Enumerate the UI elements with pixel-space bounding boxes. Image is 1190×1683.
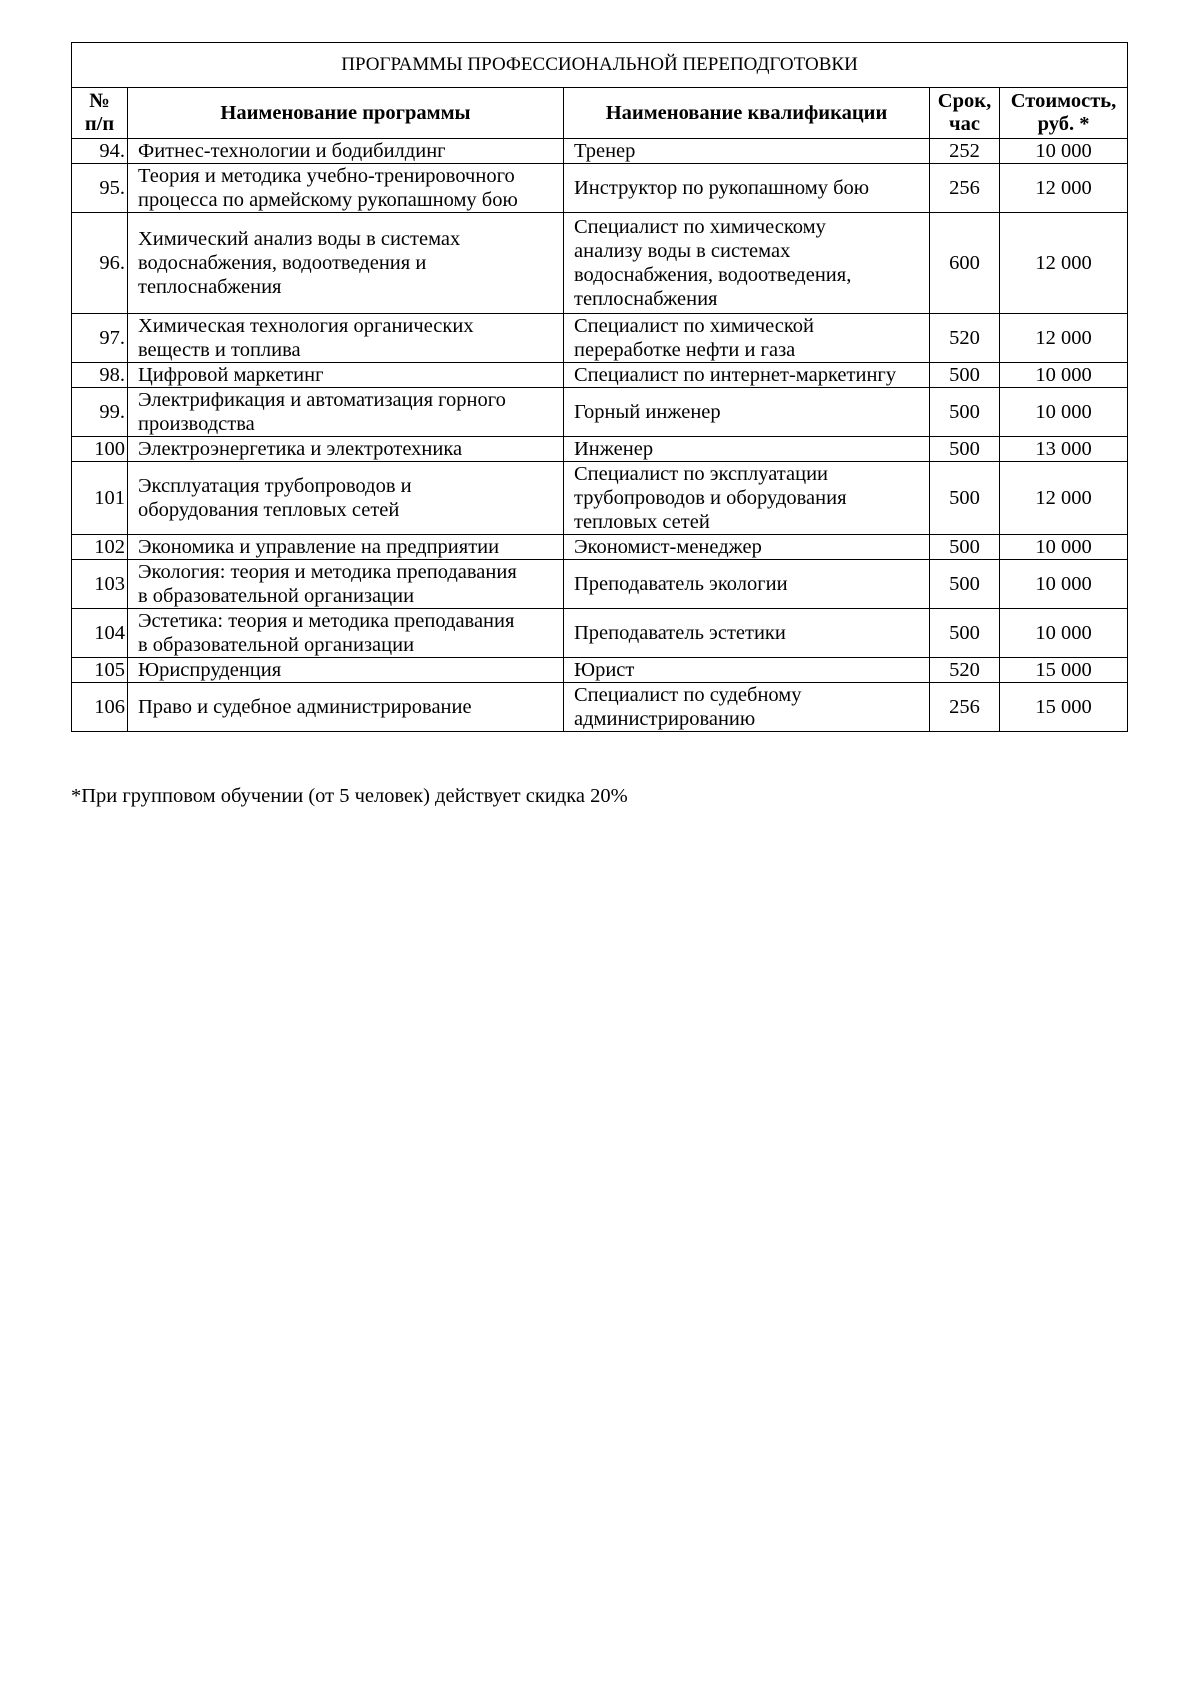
qualification-name: Специалист по интернет-маркетингу: [564, 363, 930, 388]
duration-hours: 500: [930, 535, 1000, 560]
table-title: ПРОГРАММЫ ПРОФЕССИОНАЛЬНОЙ ПЕРЕПОДГОТОВКИ: [72, 43, 1128, 88]
price-rub: 12 000: [1000, 213, 1128, 314]
table-row: [72, 139, 1128, 164]
table-row: [72, 388, 1128, 437]
table-body: [72, 139, 1128, 732]
row-number: 103: [72, 560, 128, 609]
program-name: Эксплуатация трубопроводов и оборудования тепловых сетей: [128, 462, 564, 535]
programs-table: [71, 42, 1128, 732]
header-program: Наименование программы: [128, 88, 564, 139]
qualification-name: Преподаватель экологии: [564, 560, 930, 609]
header-price: Стоимость, руб. *: [1000, 88, 1128, 139]
duration-hours: 500: [930, 462, 1000, 535]
price-rub: 10 000: [1000, 609, 1128, 658]
program-name: Химический анализ воды в системах водоснабжения, водоотведения и теплоснабжения: [128, 213, 564, 314]
qualification-name: Экономист-менеджер: [564, 535, 930, 560]
row-number: 102: [72, 535, 128, 560]
program-name: Юриспруденция: [128, 658, 564, 683]
header-hours: Срок, час: [930, 88, 1000, 139]
row-number: 95.: [72, 164, 128, 213]
header-qualification: Наименование квалификации: [564, 88, 930, 139]
row-number: 96.: [72, 213, 128, 314]
price-rub: 15 000: [1000, 683, 1128, 732]
program-name: Электрификация и автоматизация горного производства: [128, 388, 564, 437]
duration-hours: 500: [930, 560, 1000, 609]
program-name: Электроэнергетика и электротехника: [128, 437, 564, 462]
qualification-name: Преподаватель эстетики: [564, 609, 930, 658]
row-number: 106: [72, 683, 128, 732]
duration-hours: 520: [930, 314, 1000, 363]
program-name: Эстетика: теория и методика преподавания в образовательной организации: [128, 609, 564, 658]
row-number: 98.: [72, 363, 128, 388]
qualification-name: Специалист по судебному администрированию: [564, 683, 930, 732]
duration-hours: 520: [930, 658, 1000, 683]
qualification-name: Специалист по эксплуатации трубопроводов и оборудования тепловых сетей: [564, 462, 930, 535]
program-name: Цифровой маркетинг: [128, 363, 564, 388]
program-name: Экология: теория и методика преподавания в образовательной организации: [128, 560, 564, 609]
program-name: Экономика и управление на предприятии: [128, 535, 564, 560]
table-row: [72, 560, 1128, 609]
table-row: [72, 437, 1128, 462]
program-name: Химическая технология органических веществ и топлива: [128, 314, 564, 363]
duration-hours: 500: [930, 437, 1000, 462]
row-number: 94.: [72, 139, 128, 164]
price-rub: 10 000: [1000, 139, 1128, 164]
row-number: 99.: [72, 388, 128, 437]
header-num: № п/п: [72, 88, 128, 139]
table-header-row: [72, 88, 1128, 139]
qualification-name: Специалист по химической переработке нефти и газа: [564, 314, 930, 363]
table-row: [72, 462, 1128, 535]
row-number: 97.: [72, 314, 128, 363]
price-rub: 10 000: [1000, 363, 1128, 388]
price-rub: 12 000: [1000, 462, 1128, 535]
table-row: [72, 683, 1128, 732]
table-row: [72, 609, 1128, 658]
qualification-name: Тренер: [564, 139, 930, 164]
qualification-name: Юрист: [564, 658, 930, 683]
table-row: [72, 363, 1128, 388]
table-row: [72, 164, 1128, 213]
duration-hours: 252: [930, 139, 1000, 164]
table-row: [72, 658, 1128, 683]
duration-hours: 500: [930, 609, 1000, 658]
price-rub: 10 000: [1000, 388, 1128, 437]
price-rub: 10 000: [1000, 560, 1128, 609]
discount-footnote: *При групповом обучении (от 5 человек) действует скидка 20%: [71, 785, 628, 807]
price-rub: 12 000: [1000, 164, 1128, 213]
price-rub: 12 000: [1000, 314, 1128, 363]
price-rub: 13 000: [1000, 437, 1128, 462]
programs-section: [71, 42, 1127, 732]
program-name: Право и судебное администрирование: [128, 683, 564, 732]
duration-hours: 600: [930, 213, 1000, 314]
program-name: Теория и методика учебно-тренировочного процесса по армейскому рукопашному бою: [128, 164, 564, 213]
row-number: 105: [72, 658, 128, 683]
price-rub: 10 000: [1000, 535, 1128, 560]
duration-hours: 500: [930, 363, 1000, 388]
qualification-name: Специалист по химическому анализу воды в системах водоснабжения, водоотведения, теплоснабжения: [564, 213, 930, 314]
row-number: 101: [72, 462, 128, 535]
row-number: 100: [72, 437, 128, 462]
price-rub: 15 000: [1000, 658, 1128, 683]
qualification-name: Инструктор по рукопашному бою: [564, 164, 930, 213]
duration-hours: 256: [930, 683, 1000, 732]
table-title-row: [72, 43, 1128, 88]
row-number: 104: [72, 609, 128, 658]
table-row: [72, 314, 1128, 363]
table-row: [72, 535, 1128, 560]
qualification-name: Горный инженер: [564, 388, 930, 437]
duration-hours: 256: [930, 164, 1000, 213]
duration-hours: 500: [930, 388, 1000, 437]
qualification-name: Инженер: [564, 437, 930, 462]
program-name: Фитнес-технологии и бодибилдинг: [128, 139, 564, 164]
table-row: [72, 213, 1128, 314]
